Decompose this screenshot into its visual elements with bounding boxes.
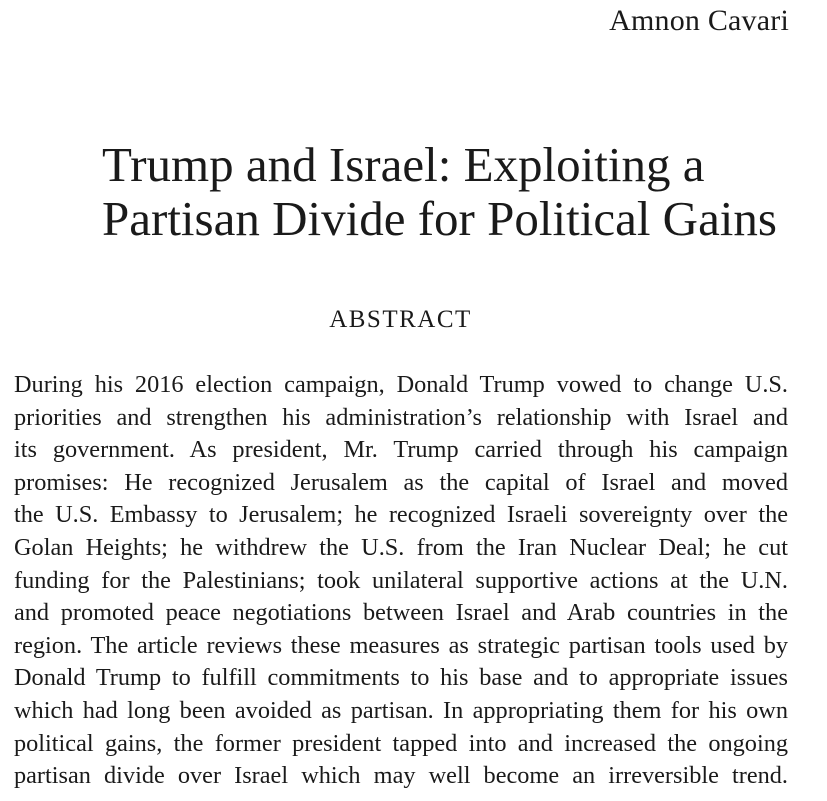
abstract-line: partisan divide over Israel which may well become an irreversible trend.: [14, 762, 788, 790]
abstract-line: During his 2016 election campaign, Donald Trump vowed to change U.S.: [14, 371, 788, 398]
abstract-line: promises: He recognized Jerusalem as the capital of Israel and moved: [14, 468, 788, 496]
abstract-line: which had long been avoided as partisan. In appropriating them for his own: [14, 696, 788, 724]
abstract-line: Donald Trump to fulfill commitments to his base and to appropriate issues: [14, 664, 788, 692]
title-line: Trump and Israel: Exploiting a: [102, 137, 705, 192]
title-line: Partisan Divide for Political Gains: [102, 191, 777, 246]
author-name: Amnon Cavari: [609, 4, 789, 37]
abstract-line: Golan Heights; he withdrew the U.S. from the Iran Nuclear Deal; he cut: [14, 533, 788, 561]
abstract-text: [14, 369, 788, 793]
abstract-line: priorities and strengthen his administration’s relationship with Israel and: [14, 403, 788, 431]
abstract-heading: ABSTRACT: [329, 306, 472, 333]
abstract-line: funding for the Palestinians; took unilateral supportive actions at the U.N.: [14, 566, 788, 594]
abstract-line: region. The article reviews these measures as strategic partisan tools used by: [14, 631, 788, 659]
article-title: [102, 138, 802, 246]
abstract-line: political gains, the former president tapped into and increased the ongoing: [14, 729, 788, 757]
abstract-line: its government. As president, Mr. Trump carried through his campaign: [14, 436, 788, 464]
abstract-line: the U.S. Embassy to Jerusalem; he recognized Israeli sovereignty over the: [14, 501, 788, 529]
abstract-line: and promoted peace negotiations between Israel and Arab countries in the: [14, 599, 788, 627]
